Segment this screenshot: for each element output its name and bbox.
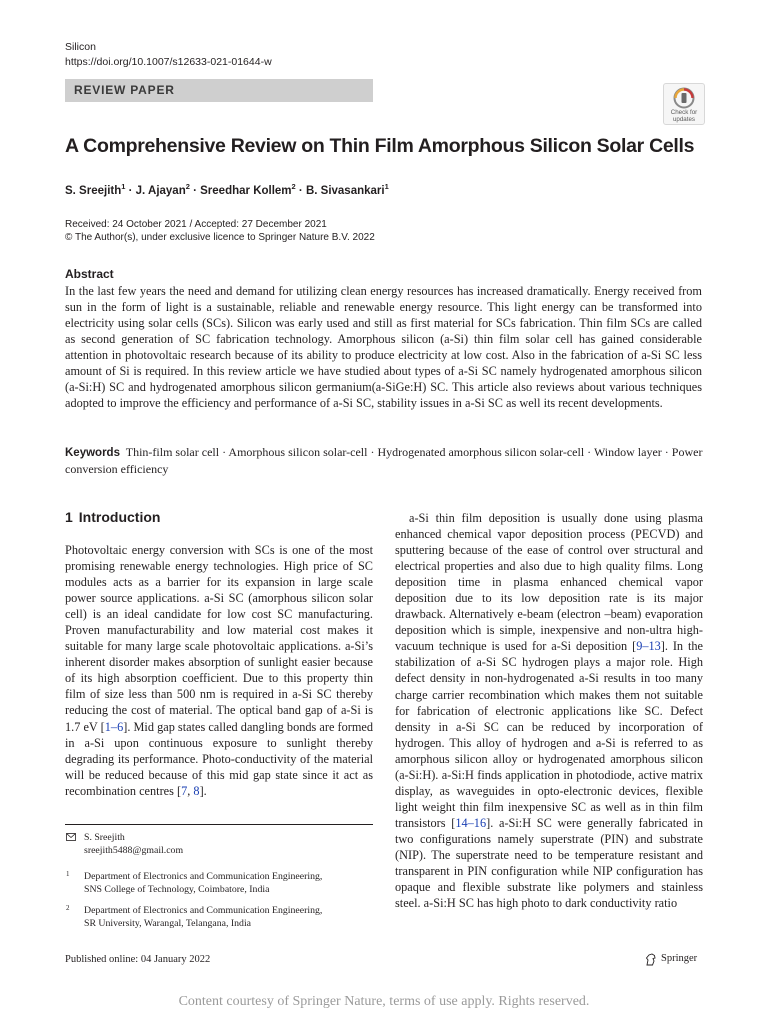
journal-name: Silicon: [65, 41, 96, 53]
affiliation-number: 2: [66, 904, 70, 912]
springer-horse-icon: [645, 953, 657, 966]
publisher-name: Springer: [661, 953, 698, 964]
section-title: Introduction: [78, 509, 161, 525]
citation-link[interactable]: 9–13: [636, 639, 661, 654]
article-type-label: REVIEW PAPER: [74, 83, 175, 97]
author-list: [65, 179, 389, 199]
crossmark-label-1: Check for: [670, 109, 698, 116]
keywords: [65, 444, 705, 477]
publisher-logo: [645, 952, 697, 966]
citation-separator: ,: [187, 783, 194, 798]
body-column-right: [395, 510, 703, 911]
corresponding-author-email[interactable]: sreejith5488@gmail.com: [84, 845, 184, 856]
abstract-heading: Abstract: [65, 267, 114, 281]
abstract-text: In the last few years the need and demand for utilizing clean energy resources has increased dramatically. Energy received from sun in the form of light is a sustainable, reliable and renewable energy resource. This light energy can be transformed into electricity using solar cells (SCs). Silicon was early used and still as first material for SCs fabrication. Thin film SCs are called as second generation of SC fabrication technology. Amorphous silicon (a-Si) thin film solar cell has gained considerable attention in photovoltaic research because of its ability to produce electricity at low cost. Also in the fabrication of a-Si SC less amount of Si is required. In this review article we have studied about types of a-Si SC namely hydrogenated amorphous silicon (a-Si:H) SC and hydrogenated amorphous silicon germanium(a-SiGe:H) SC. This article also reviews about various techniques adopted to improve the efficiency and performance of a-Si SC, stability issues in a-Si SC as well its recent developments.: [65, 284, 702, 411]
affiliation-number: 1: [66, 870, 70, 878]
author-affiliation-marker: 1: [384, 182, 389, 191]
citation-link[interactable]: 14–16: [455, 815, 487, 830]
author-separator: ·: [125, 184, 136, 197]
author-affiliation-marker: 2: [185, 182, 190, 191]
author-name[interactable]: B. Sivasankari: [305, 184, 385, 197]
courtesy-notice: Content courtesy of Springer Nature, terms of use apply. Rights reserved.: [178, 994, 590, 1009]
corresponding-author-name: S. Sreejith: [84, 832, 125, 843]
affiliation-line: Department of Electronics and Communication Engineering,: [84, 905, 323, 916]
author-name[interactable]: Sreedhar Kollem: [200, 184, 292, 197]
copyright-notice: © The Author(s), under exclusive licence to Springer Nature B.V. 2022: [65, 232, 375, 243]
affiliation-line: SNS College of Technology, Coimbatore, India: [84, 884, 270, 895]
author-name[interactable]: S. Sreejith: [65, 184, 122, 197]
paragraph-text: ].: [199, 783, 207, 798]
author-separator: ·: [189, 184, 201, 197]
published-online-date: Published online: 04 January 2022: [65, 954, 211, 965]
received-accepted-dates: Received: 24 October 2021 / Accepted: 27 December 2021: [65, 219, 327, 230]
section-number: 1: [65, 509, 73, 525]
author-separator: ·: [295, 184, 306, 197]
citation-link[interactable]: 1–6: [104, 719, 124, 734]
author-name[interactable]: J. Ajayan: [135, 184, 186, 197]
body-column-left: [65, 542, 373, 799]
paragraph-text: a-Si thin film deposition is usually done using plasma enhanced chemical vapor deposition process (PECVD) and sputtering because of the ease of control over structural and electrical properties and also due to high quality films. Long deposition time in plasma enhanced chemical vapor deposition due to its low deposition rate is its major drawback. Alternatively e-beam (electron –beam) evaporation deposition which is simple, inexpensive and non-ultra high-vacuum technique is used for a-Si deposition [: [395, 511, 703, 654]
author-affiliation-marker: 1: [121, 182, 126, 191]
affiliation-line: Department of Electronics and Communication Engineering,: [84, 871, 323, 882]
paragraph-text: ]. a-Si:H SC were generally fabricated in two configurations namely superstrate (PIN) and substrate (NIP). The superstrate need to be temperature resistant and transparent in PIN configuration while NIP configuration has opaque and flexible substrate like polymers and stainless steel. a-Si:H SC has high photo to dark conductivity ratio: [395, 815, 703, 911]
paragraph-text: ]. Mid gap states called dangling bonds are formed in a-Si upon continuous exposure to sunlight thereby degrading its performance. Photo-conductivity of the material will be reduced because of this mid gap state since it act as recombination centres [: [65, 719, 374, 798]
check-for-updates-badge[interactable]: [663, 83, 705, 125]
crossmark-label-2: updates: [672, 116, 696, 123]
keywords-label: Keywords: [65, 447, 120, 459]
footnote-divider: [65, 824, 373, 825]
crossmark-icon: [673, 87, 695, 109]
keywords-list: Thin-film solar cell · Amorphous silicon solar-cell · Hydrogenated amorphous silicon solar-cell · Window layer · Power conversion efficiency: [65, 445, 703, 476]
section-heading-introduction: [65, 508, 160, 526]
paragraph-text: Photovoltaic energy conversion with SCs is one of the most promising renewable energy technologies. High price of SC modules acts as a barrier for its expansion in large scale power source applications. a-Si SC (amorphous silicon solar cell) is an ideal candidate for low cost SC manufacturing. Proven manufacturability and low material cost makes it suitable for many large scale photovoltaic applications. a-Si’s inherent disorder makes absorption of sunlight easier because of its high absorption coefficient. Due to this property thin film of size less than 500 nm is required in a-Si SC thereby reducing the cost of material. The optical band gap of a-Si is 1.7 eV [: [65, 543, 373, 734]
affiliation-line: SR University, Warangal, Telangana, India: [84, 918, 252, 929]
doi-link[interactable]: https://doi.org/10.1007/s12633-021-01644-w: [65, 56, 272, 68]
article-title: A Comprehensive Review on Thin Film Amorphous Silicon Solar Cells: [65, 135, 695, 157]
paragraph-text: ]. In the stabilization of a-Si SC hydrogen plays a major role. High defect density in non-hydrogenated a-Si results in too many charge carrier recombination which makes them not suitable for fabrication of electronic applications like SC. Defect density in a-Si SC can be reduced by incorporation of hydrogen. This alloy of hydrogen and a-Si is referred to as amorphous silicon alloy or hydrogenated amorphous silicon (a-Si:H). a-Si:H finds application in photodiode, active matrix display, as waveguides in opto-electronic devices, flexible light weight thin film inexpensive SC as well as in thin film transistors [: [395, 639, 703, 830]
envelope-icon: [66, 833, 76, 841]
citation-link[interactable]: 8: [193, 783, 200, 798]
citation-link[interactable]: 7: [181, 783, 188, 798]
article-type-badge: [65, 79, 373, 102]
author-affiliation-marker: 2: [291, 182, 296, 191]
